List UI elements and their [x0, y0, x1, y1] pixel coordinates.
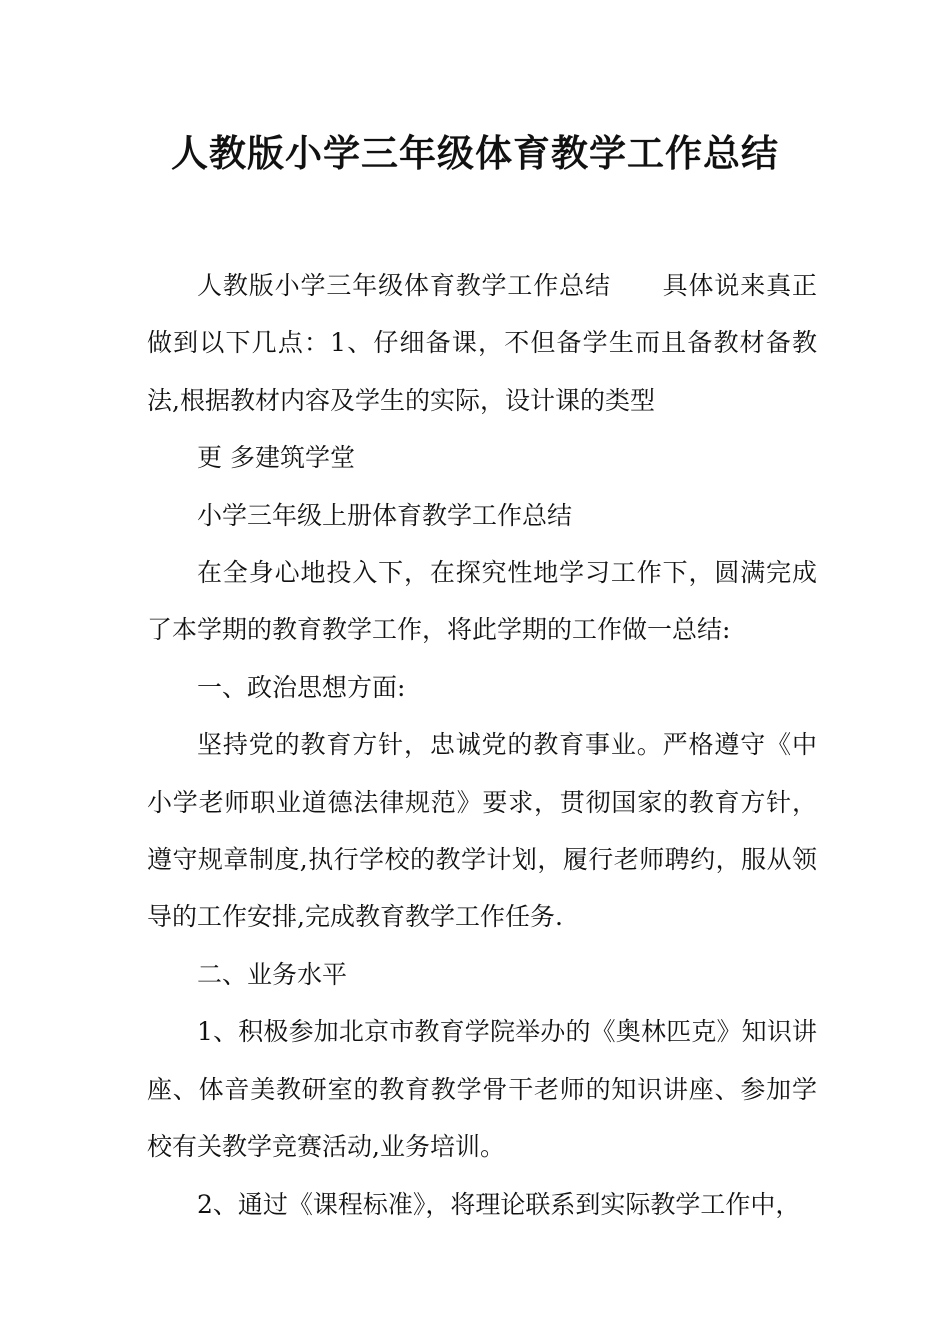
- paragraph-politics: 坚持党的教育方针，忠诚党的教育事业。严格遵守《中小学老师职业道德法律规范》要求，贯彻国家的教育方针，遵守规章制度,执行学校的教学计划，履行老师聘约，服从领导的工作安排,完成教育教学工作任务.: [147, 730, 817, 932]
- paragraph-subtitle: 小学三年级上册体育教学工作总结: [197, 500, 573, 530]
- paragraph-intro: 人教版小学三年级体育教学工作总结 具体说来真正做到以下几点：1、仔细备课，不但备学生而且备教材备教法,根据教材内容及学生的实际，设计课的类型: [147, 271, 817, 415]
- section-heading-politics: 一、政治思想方面:: [197, 672, 406, 702]
- document-body: [147, 257, 817, 1233]
- paragraph-more-link: 更 多建筑学堂: [197, 443, 355, 473]
- paragraph-summary: 在全身心地投入下，在探究性地学习工作下，圆满完成了本学期的教育教学工作，将此学期的工作做一总结:: [147, 558, 817, 645]
- document-title: 人教版小学三年级体育教学工作总结: [171, 132, 779, 175]
- paragraph-business-2: 2、通过《课程标准》，将理论联系到实际教学工作中，: [197, 1189, 801, 1219]
- section-heading-business: 二、业务水平: [197, 959, 348, 989]
- paragraph-business-1: 1、积极参加北京市教育学院举办的《奥林匹克》知识讲座、体音美教研室的教育教学骨干老师的知识讲座、参加学校有关教学竞赛活动,业务培训。: [147, 1017, 817, 1162]
